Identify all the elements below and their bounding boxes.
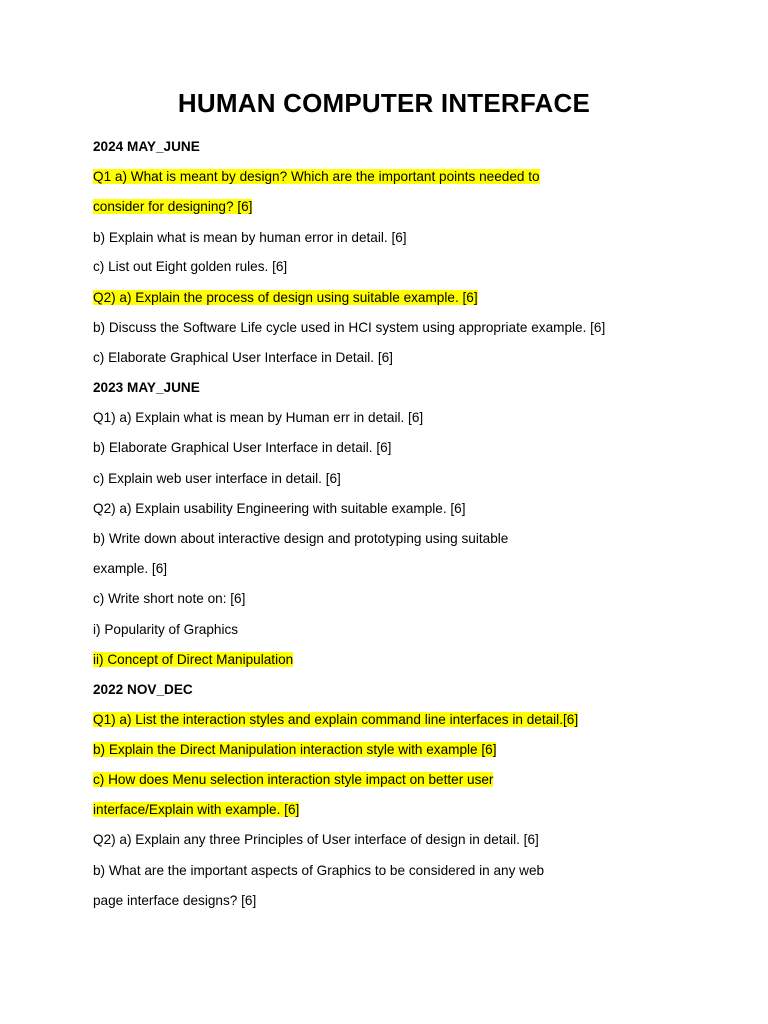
highlighted-text: Q1 a) What is meant by design? Which are the important points needed to — [93, 169, 540, 184]
section-heading-2023: 2023 MAY_JUNE — [93, 380, 200, 395]
question-line: c) Write short note on: [6] — [93, 591, 246, 606]
highlighted-text: interface/Explain with example. [6] — [93, 802, 300, 817]
question-line — [93, 289, 478, 307]
section-heading-2024: 2024 MAY_JUNE — [93, 139, 200, 154]
question-line: c) Explain web user interface in detail. [6] — [93, 471, 341, 486]
question-line: page interface designs? [6] — [93, 893, 257, 908]
highlighted-text: Q1) a) List the interaction styles and explain command line interfaces in detail.[6] — [93, 712, 579, 727]
highlighted-text: b) Explain the Direct Manipulation interaction style with example [6] — [93, 742, 497, 757]
highlighted-text: consider for designing? [6] — [93, 199, 253, 214]
question-line — [93, 741, 496, 759]
question-line: b) Write down about interactive design and prototyping using suitable — [93, 531, 509, 546]
question-line — [93, 801, 299, 819]
question-line: b) Elaborate Graphical User Interface in detail. [6] — [93, 440, 392, 455]
page-title: HUMAN COMPUTER INTERFACE — [177, 88, 591, 118]
question-line — [93, 651, 293, 669]
question-line: c) Elaborate Graphical User Interface in Detail. [6] — [93, 350, 393, 365]
question-line: b) Discuss the Software Life cycle used in HCI system using appropriate example. [6] — [93, 320, 606, 335]
highlighted-text: c) How does Menu selection interaction style impact on better user — [93, 772, 494, 787]
question-line — [93, 771, 493, 789]
question-line: Q1) a) Explain what is mean by Human err in detail. [6] — [93, 410, 424, 425]
question-line — [93, 198, 252, 216]
question-line — [93, 168, 540, 186]
question-line: Q2) a) Explain any three Principles of User interface of design in detail. [6] — [93, 832, 539, 847]
question-line: c) List out Eight golden rules. [6] — [93, 259, 288, 274]
question-line: b) What are the important aspects of Graphics to be considered in any web — [93, 863, 545, 878]
highlighted-text: ii) Concept of Direct Manipulation — [93, 652, 294, 667]
question-line: i) Popularity of Graphics — [93, 622, 239, 637]
question-line: example. [6] — [93, 561, 168, 576]
section-heading-2022: 2022 NOV_DEC — [93, 682, 193, 697]
question-line: b) Explain what is mean by human error in detail. [6] — [93, 230, 407, 245]
question-line: Q2) a) Explain usability Engineering with suitable example. [6] — [93, 501, 466, 516]
highlighted-text: Q2) a) Explain the process of design using suitable example. [6] — [93, 290, 478, 305]
question-line — [93, 711, 578, 729]
